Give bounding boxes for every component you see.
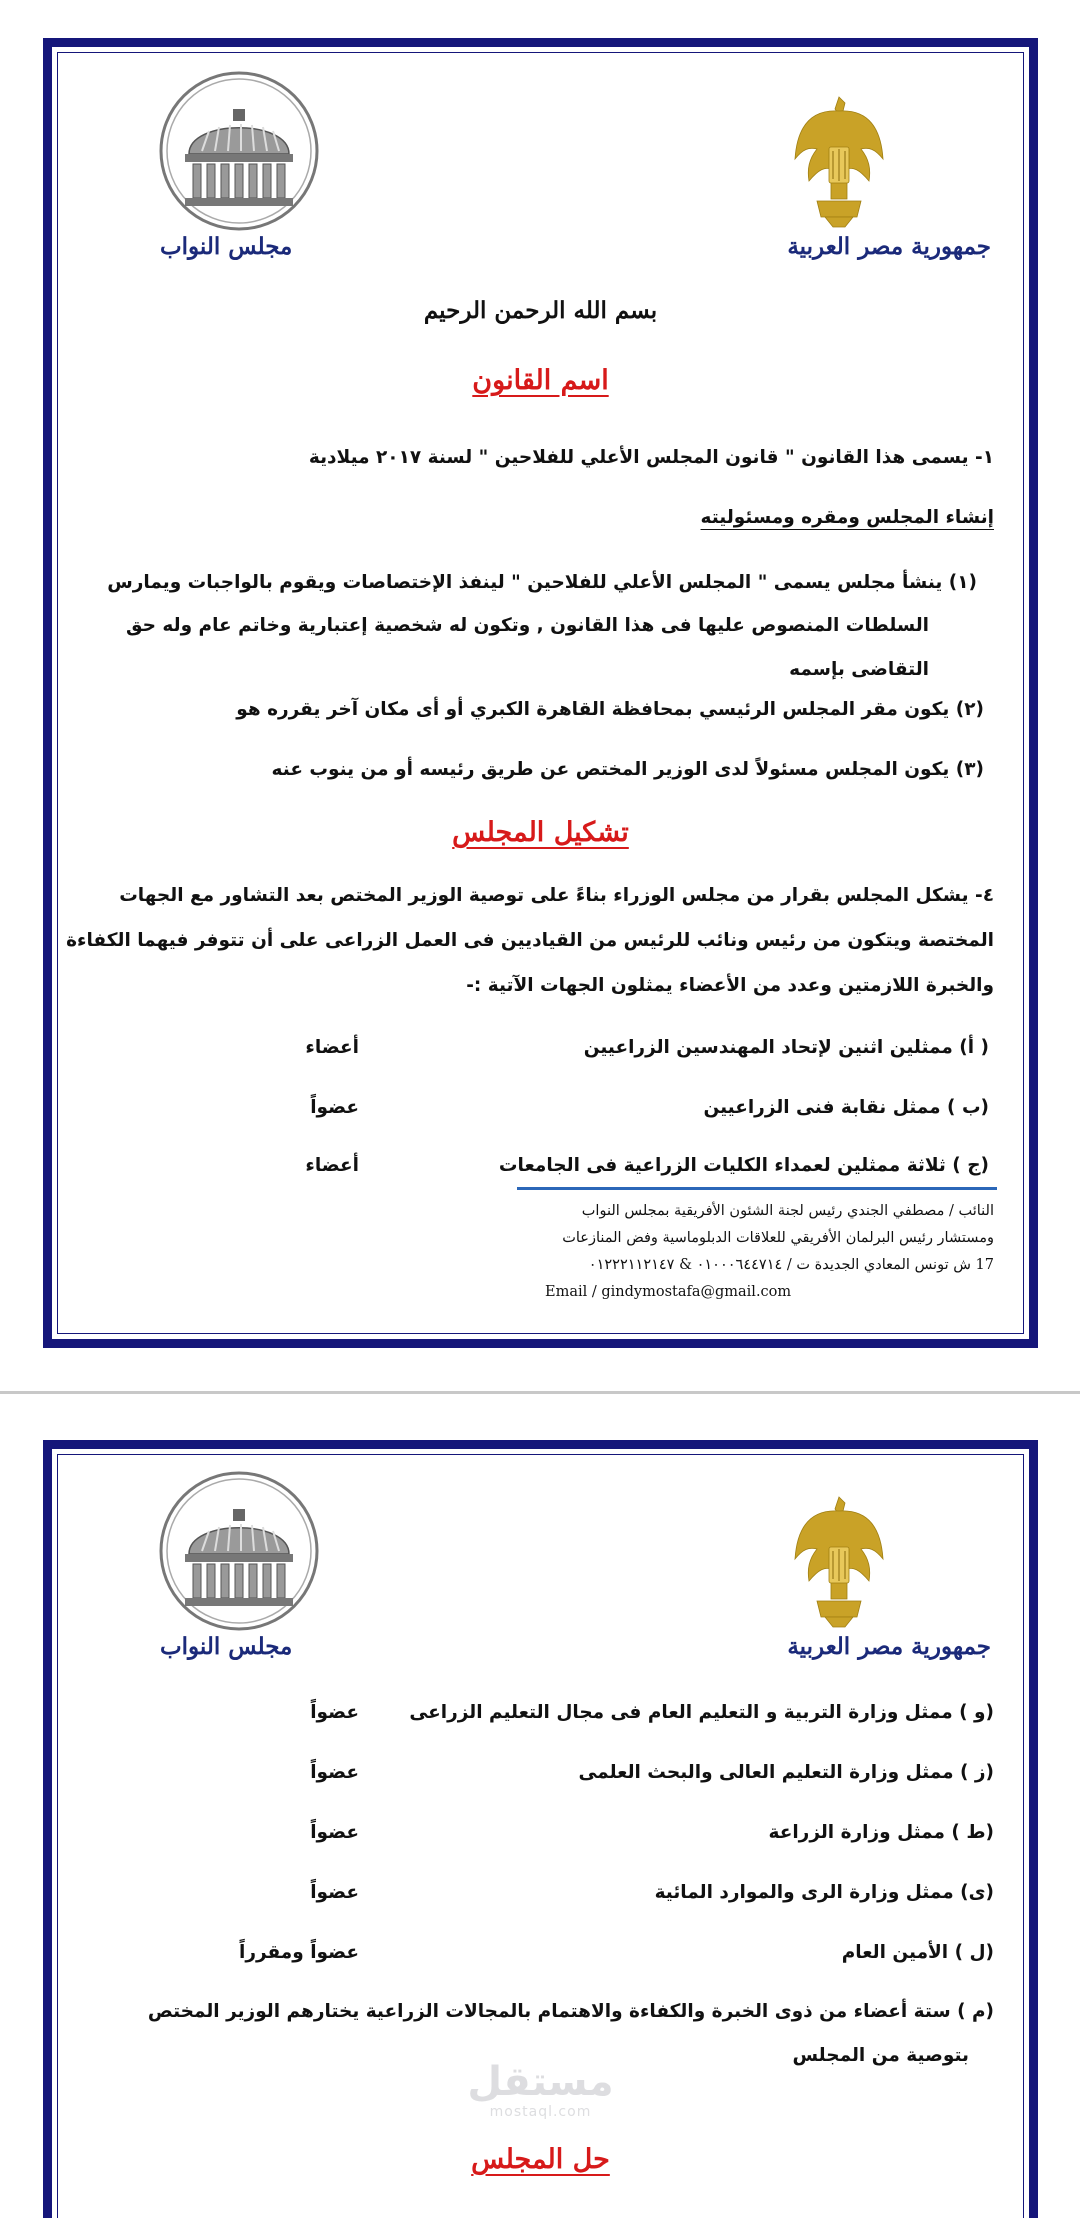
republic-label: جمهورية مصر العربية [787, 1633, 991, 1660]
item-2: (٢) يكون مقر المجلس الرئيسي بمحافظة القاهرة الكبري أو أى مكان آخر يقرره هو [236, 699, 984, 720]
member-c-role: أعضاء [305, 1155, 359, 1176]
item-3: (٣) يكون المجلس مسئولاً لدى الوزير المختص عن طريق رئيسه أو من ينوب عنه [271, 759, 984, 780]
egypt-eagle-emblem [789, 89, 889, 229]
subheading-establishment: إنشاء المجلس ومقره ومسئوليته [700, 507, 994, 528]
member-a-role: أعضاء [305, 1037, 359, 1058]
member-a-text: ( أ) ممثلين اثنين لإتحاد المهندسين الزراعيين [583, 1037, 989, 1058]
member-b-text: (ب ) ممثل نقابة فنى الزراعيين [703, 1097, 989, 1118]
republic-label: جمهورية مصر العربية [787, 233, 991, 260]
parliament-dome-emblem [157, 69, 322, 234]
egypt-eagle-emblem [789, 1489, 889, 1629]
divider-line [517, 1187, 997, 1190]
member-z-role: عضواً [310, 1762, 359, 1783]
watermark-logo: مستقل [467, 2059, 614, 2105]
member-b-role: عضواً [310, 1097, 359, 1118]
council-label: مجلس النواب [160, 1633, 293, 1660]
section-heading-law-name: اسم القانون [472, 365, 609, 396]
footer-line-3: 17 ش تونس المعادي الجديدة ت / ٠١٠٠٠٦٤٤٧١٤ & ٠١٢٢٢١١٢١٤٧ [588, 1257, 994, 1273]
article-1: ١- يسمى هذا القانون " قانون المجلس الأعلي للفلاحين " لسنة ٢٠١٧ ميلادية [308, 447, 994, 468]
article-4-line-3: والخبرة اللازمتين وعدد من الأعضاء يمثلون الجهات الآتية :- [466, 975, 994, 996]
article-4-line-2: المختصة ويتكون من رئيس ونائب للرئيس من القياديين فى العمل الزراعى على أن تتوفر فيهما الكفاءة [66, 930, 994, 951]
footer-line-2: ومستشار رئيس البرلمان الأفريقي للعلاقات الدبلوماسية وفض المنازعات [562, 1230, 994, 1246]
member-w-role: عضواً [310, 1702, 359, 1723]
member-c-text: (ج ) ثلاثة ممثلين لعمداء الكليات الزراعية فى الجامعات [498, 1155, 989, 1176]
section-heading-dissolution: حل المجلس [471, 2144, 610, 2175]
item-1-line-3: التقاضى بإسمه [789, 659, 929, 680]
basmala: بسم الله الرحمن الرحيم [423, 297, 658, 324]
member-m-line-2: بتوصية من المجلس [792, 2045, 969, 2066]
member-l-text: (ل ) الأمين العام [841, 1942, 994, 1963]
member-t-role: عضواً [310, 1822, 359, 1843]
member-y-role: عضواً [310, 1882, 359, 1903]
article-4-line-1: ٤- يشكل المجلس بقرار من مجلس الوزراء بناءً على توصية الوزير المختص بعد التشاور مع الجهات [119, 885, 994, 906]
document-page-1 [43, 38, 1038, 1348]
document-page-2 [43, 1440, 1038, 2218]
member-z-text: (ز ) ممثل وزارة التعليم العالى والبحث العلمى [578, 1762, 994, 1783]
item-1-line-1: (١) ينشأ مجلس يسمى " المجلس الأعلي للفلاحين " لينفذ الإختصاصات ويقوم بالواجبات ويمارس [107, 572, 977, 593]
parliament-dome-emblem [157, 1469, 322, 1634]
member-l-role: عضواً ومقرراً [238, 1942, 359, 1963]
member-t-text: (ط ) ممثل وزارة الزراعة [768, 1822, 994, 1843]
item-1-line-2: السلطات المنصوص عليها فى هذا القانون , وتكون له شخصية إعتبارية وخاتم عام وله حق [125, 615, 929, 636]
footer-email: Email / gindymostafa@gmail.com [545, 1284, 792, 1300]
council-label: مجلس النواب [160, 233, 293, 260]
watermark-url: mostaql.com [489, 2104, 592, 2120]
member-w-text: (و ) ممثل وزارة التربية و التعليم العام فى مجال التعليم الزراعى [409, 1702, 994, 1723]
section-heading-formation: تشكيل المجلس [452, 817, 629, 848]
member-y-text: (ى) ممثل وزارة الرى والموارد المائية [654, 1882, 994, 1903]
footer-line-1: النائب / مصطفي الجندي رئيس لجنة الشئون الأفريقية بمجلس النواب [581, 1203, 994, 1219]
page-separator [0, 1391, 1080, 1394]
member-m-line-1: (م ) ستة أعضاء من ذوى الخبرة والكفاءة والاهتمام بالمجالات الزراعية يختارهم الوزير المختص [147, 2001, 994, 2022]
